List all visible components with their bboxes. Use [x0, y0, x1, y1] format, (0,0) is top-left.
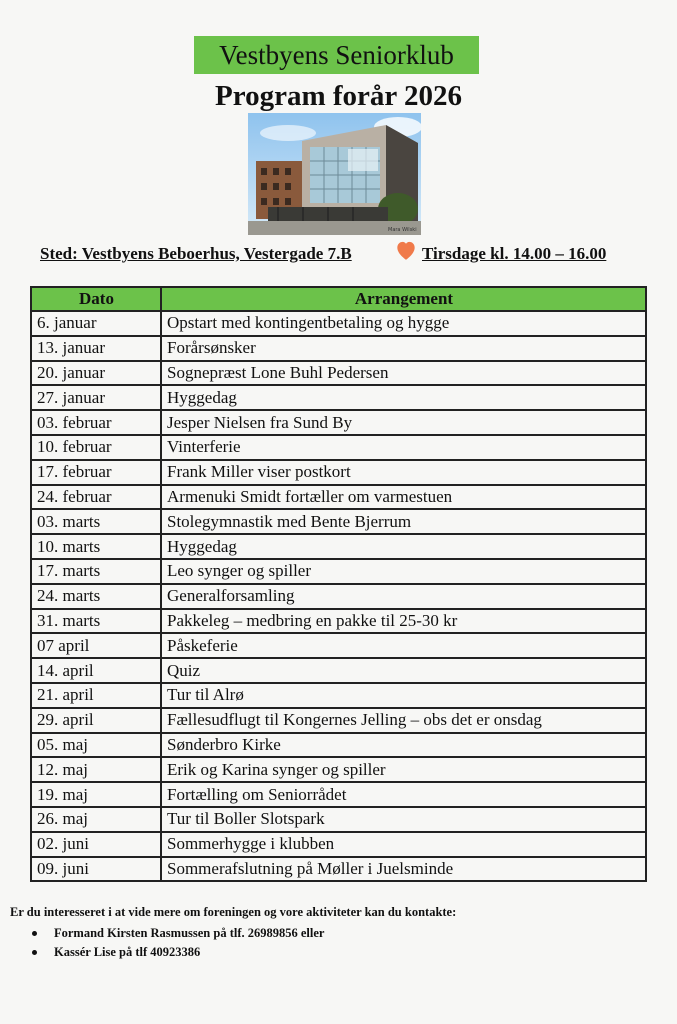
row-date: 20. januar — [31, 361, 161, 386]
bullet-icon — [32, 950, 37, 955]
row-event: Sognepræst Lone Buhl Pedersen — [161, 361, 646, 386]
bullet-icon — [32, 931, 37, 936]
row-event: Forårsønsker — [161, 336, 646, 361]
row-date: 17. februar — [31, 460, 161, 485]
row-event: Leo synger og spiller — [161, 559, 646, 584]
program-table — [30, 286, 647, 882]
photo-caption: Mara Wilski — [388, 227, 417, 233]
row-event: Jesper Nielsen fra Sund By — [161, 410, 646, 435]
row-event: Påskeferie — [161, 633, 646, 658]
club-title: Vestbyens Seniorklub — [194, 36, 479, 74]
contact-chairman: Formand Kirsten Rasmussen på tlf. 26989856 eller — [54, 926, 325, 940]
row-event: Pakkeleg – medbring en pakke til 25-30 kr — [161, 609, 646, 634]
location-place: Sted: Vestbyens Beboerhus, Vestergade 7.B — [40, 244, 352, 263]
table-row — [31, 782, 646, 807]
program-title: Program forår 2026 — [215, 80, 462, 112]
row-date: 31. marts — [31, 609, 161, 634]
row-date: 10. februar — [31, 435, 161, 460]
contact-item — [10, 924, 650, 943]
table-row — [31, 609, 646, 634]
row-event: Quiz — [161, 658, 646, 683]
row-date: 14. april — [31, 658, 161, 683]
table-row — [31, 385, 646, 410]
contact-section — [10, 903, 650, 962]
table-row — [31, 534, 646, 559]
table-header-row — [31, 287, 646, 311]
row-date: 17. marts — [31, 559, 161, 584]
table-row — [31, 832, 646, 857]
row-date: 12. maj — [31, 757, 161, 782]
row-event: Tur til Boller Slotspark — [161, 807, 646, 832]
row-event: Sommerhygge i klubben — [161, 832, 646, 857]
contact-item — [10, 943, 650, 962]
table-row — [31, 708, 646, 733]
row-date: 24. februar — [31, 485, 161, 510]
row-event: Opstart med kontingentbetaling og hygge — [161, 311, 646, 336]
header-event: Arrangement — [161, 287, 646, 311]
row-date: 03. februar — [31, 410, 161, 435]
row-event: Generalforsamling — [161, 584, 646, 609]
contact-intro: Er du interesseret i at vide mere om foreningen og vore aktiviteter kan du kontakte: — [10, 905, 457, 919]
program-rows — [31, 311, 646, 881]
row-date: 24. marts — [31, 584, 161, 609]
row-event: Frank Miller viser postkort — [161, 460, 646, 485]
contact-list — [10, 924, 650, 962]
table-row — [31, 460, 646, 485]
row-event: Fortælling om Seniorrådet — [161, 782, 646, 807]
heart-icon — [393, 237, 419, 269]
table-row — [31, 658, 646, 683]
row-date: 21. april — [31, 683, 161, 708]
row-event: Stolegymnastik med Bente Bjerrum — [161, 509, 646, 534]
table-row — [31, 757, 646, 782]
contact-treasurer: Kassér Lise på tlf 40923386 — [54, 945, 201, 959]
row-event: Sommerafslutning på Møller i Juelsminde — [161, 857, 646, 882]
row-event: Armenuki Smidt fortæller om varmestuen — [161, 485, 646, 510]
row-event: Sønderbro Kirke — [161, 733, 646, 758]
row-date: 26. maj — [31, 807, 161, 832]
row-date: 29. april — [31, 708, 161, 733]
location-line — [40, 243, 640, 267]
table-row — [31, 733, 646, 758]
row-date: 10. marts — [31, 534, 161, 559]
row-event: Hyggedag — [161, 385, 646, 410]
building-photo — [248, 113, 421, 235]
table-row — [31, 435, 646, 460]
row-event: Vinterferie — [161, 435, 646, 460]
header-date: Dato — [31, 287, 161, 311]
location-time: Tirsdage kl. 14.00 – 16.00 — [422, 244, 607, 263]
row-date: 05. maj — [31, 733, 161, 758]
table-row — [31, 485, 646, 510]
row-date: 13. januar — [31, 336, 161, 361]
row-event: Erik og Karina synger og spiller — [161, 757, 646, 782]
row-event: Tur til Alrø — [161, 683, 646, 708]
row-event: Fællesudflugt til Kongernes Jelling – obs det er onsdag — [161, 708, 646, 733]
table-row — [31, 633, 646, 658]
table-row — [31, 410, 646, 435]
row-date: 09. juni — [31, 857, 161, 882]
table-row — [31, 509, 646, 534]
row-date: 07 april — [31, 633, 161, 658]
row-date: 6. januar — [31, 311, 161, 336]
table-row — [31, 336, 646, 361]
table-row — [31, 584, 646, 609]
table-row — [31, 807, 646, 832]
table-row — [31, 857, 646, 882]
row-date: 02. juni — [31, 832, 161, 857]
row-date: 27. januar — [31, 385, 161, 410]
table-row — [31, 361, 646, 386]
row-date: 03. marts — [31, 509, 161, 534]
table-row — [31, 559, 646, 584]
table-row — [31, 311, 646, 336]
table-row — [31, 683, 646, 708]
row-event: Hyggedag — [161, 534, 646, 559]
row-date: 19. maj — [31, 782, 161, 807]
